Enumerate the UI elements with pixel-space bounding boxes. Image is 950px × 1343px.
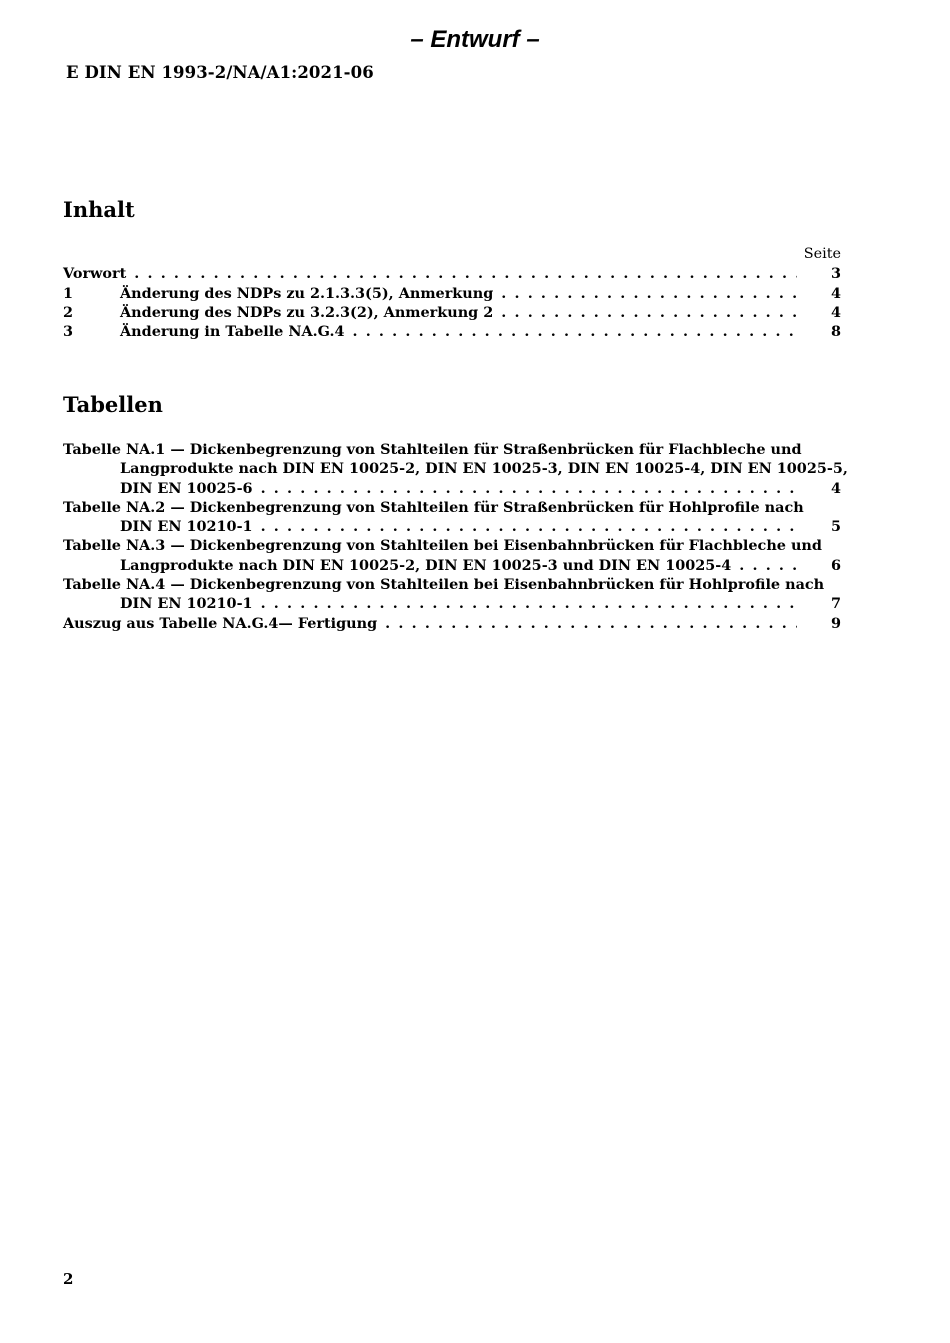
table-entry-na2[interactable]	[63, 498, 841, 537]
toc-entry-label: Änderung des NDPs zu 3.2.3(2), Anmerkung 2	[120, 303, 494, 321]
toc-entry-page: 8	[830, 323, 841, 341]
toc-entry-label: Änderung in Tabelle NA.G.4	[120, 323, 345, 341]
dot-leader	[493, 284, 797, 303]
toc-entry-label: Änderung des NDPs zu 2.1.3.3(5), Anmerkung	[120, 284, 494, 302]
toc-entry-2[interactable]	[63, 303, 841, 322]
table-of-contents	[63, 245, 841, 341]
table-entry-line: DIN EN 10210-1	[120, 595, 253, 613]
toc-entry-page: 4	[830, 284, 841, 302]
table-entry-last-line	[63, 479, 841, 498]
table-entry-line: Langprodukte nach DIN EN 10025-2, DIN EN 10025-3 und DIN EN 10025-4	[120, 556, 732, 574]
table-entry-line: Auszug aus Tabelle NA.G.4— Fertigung	[63, 614, 378, 632]
tables-title: Tabellen	[63, 392, 163, 417]
table-entry-last-line	[63, 517, 841, 536]
dot-leader	[253, 594, 797, 613]
table-entry-page: 9	[830, 614, 841, 632]
document-id: E DIN EN 1993-2/NA/A1:2021-06	[66, 63, 374, 82]
dot-leader	[731, 556, 797, 575]
table-entry-page: 4	[830, 479, 841, 497]
table-entry-line: Langprodukte nach DIN EN 10025-2, DIN EN 10025-3, DIN EN 10025-4, DIN EN 10025-5,	[120, 460, 848, 478]
toc-entry-3[interactable]	[63, 322, 841, 341]
table-entry-line: Tabelle NA.3 — Dickenbegrenzung von Stahlteilen bei Eisenbahnbrücken für Flachbleche und	[63, 537, 822, 555]
table-entry-line: DIN EN 10210-1	[120, 518, 253, 536]
dot-leader	[253, 517, 797, 536]
toc-entry-page: 3	[830, 265, 841, 283]
dot-leader	[344, 322, 797, 341]
table-entry-line: Tabelle NA.2 — Dickenbegrenzung von Stahlteilen für Straßenbrücken für Hohlprofile nach	[63, 498, 804, 516]
table-entry-line: Tabelle NA.4 — Dickenbegrenzung von Stahlteilen bei Eisenbahnbrücken für Hohlprofile nach	[63, 576, 825, 594]
table-entry-last-line	[63, 614, 841, 633]
table-entry-last-line	[63, 556, 841, 575]
dot-leader	[253, 479, 797, 498]
page-number: 2	[63, 1270, 74, 1288]
table-entry-na1[interactable]	[63, 440, 848, 498]
toc-entry-label: Vorwort	[63, 265, 127, 283]
table-entry-page: 5	[830, 518, 841, 536]
table-entry-line: DIN EN 10025-6	[120, 479, 253, 497]
toc-entry-number: 3	[63, 323, 74, 341]
table-entry-last-line	[63, 594, 841, 613]
table-entry-na4[interactable]	[63, 575, 841, 614]
table-entry-page: 6	[830, 556, 841, 574]
draft-banner: – Entwurf –	[410, 26, 540, 53]
dot-leader	[493, 303, 797, 322]
table-entry-na3[interactable]	[63, 536, 841, 575]
contents-title: Inhalt	[63, 197, 135, 222]
toc-entry-1[interactable]	[63, 284, 841, 303]
dot-leader	[126, 264, 797, 283]
table-entry-line: Tabelle NA.1 — Dickenbegrenzung von Stahlteilen für Straßenbrücken für Flachbleche und	[63, 441, 802, 458]
table-entry-nag4[interactable]	[63, 614, 841, 633]
toc-entry-number: 2	[63, 303, 74, 321]
page-column-label: Seite	[803, 246, 841, 262]
toc-entry-foreword[interactable]	[63, 264, 841, 283]
toc-entry-number: 1	[63, 284, 74, 302]
table-entry-page: 7	[830, 595, 841, 613]
dot-leader	[377, 614, 797, 633]
toc-entry-page: 4	[830, 303, 841, 321]
list-of-tables	[63, 440, 848, 633]
